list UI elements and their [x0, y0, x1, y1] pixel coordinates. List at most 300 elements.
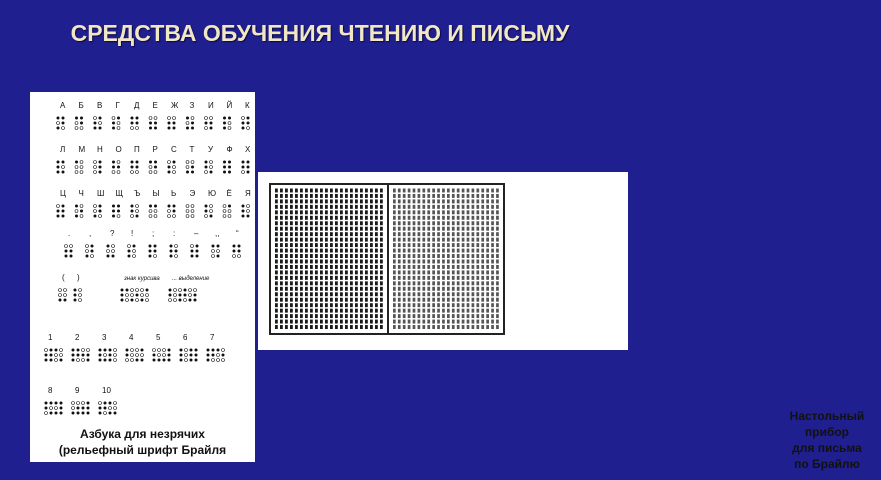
- braille-dot: [168, 354, 171, 357]
- braille-dot: [136, 210, 139, 213]
- device-cell: [380, 216, 383, 220]
- device-cell: [447, 298, 450, 302]
- device-cell: [481, 281, 484, 285]
- braille-dot: [170, 250, 173, 253]
- device-cell: [437, 254, 440, 258]
- device-cell: [472, 221, 475, 225]
- device-cell: [457, 281, 460, 285]
- braille-dot: [70, 245, 73, 248]
- device-cell: [295, 199, 298, 203]
- braille-dot: [104, 359, 107, 362]
- device-cell: [457, 243, 460, 247]
- device-cell: [472, 189, 475, 193]
- device-cell: [422, 309, 425, 313]
- device-cell: [481, 270, 484, 274]
- device-cell: [476, 216, 479, 220]
- device-cell: [310, 249, 313, 253]
- device-cell: [481, 325, 484, 329]
- device-cell: [398, 254, 401, 258]
- device-cell: [360, 260, 363, 264]
- device-cell: [408, 281, 411, 285]
- braille-dot: [131, 127, 134, 130]
- device-cell: [375, 254, 378, 258]
- braille-dot: [247, 210, 250, 213]
- braille-dot: [62, 171, 65, 174]
- device-cell: [452, 254, 455, 258]
- braille-dot: [60, 354, 63, 357]
- braille-dot: [141, 289, 144, 292]
- device-cell: [398, 221, 401, 225]
- device-cell: [380, 314, 383, 318]
- braille-dot: [112, 166, 115, 169]
- device-cell: [295, 281, 298, 285]
- device-cell: [295, 238, 298, 242]
- device-cell: [476, 249, 479, 253]
- device-cell: [452, 232, 455, 236]
- device-cell: [403, 249, 406, 253]
- device-cell: [447, 249, 450, 253]
- device-cell: [340, 210, 343, 214]
- braille-dot: [75, 127, 78, 130]
- braille-dot: [55, 349, 58, 352]
- device-cell: [491, 325, 494, 329]
- device-cell: [496, 325, 499, 329]
- device-cell: [310, 325, 313, 329]
- device-cell: [345, 320, 348, 324]
- device-cell: [335, 260, 338, 264]
- device-cell: [350, 249, 353, 253]
- braille-dot: [136, 122, 139, 125]
- braille-dot: [186, 117, 189, 120]
- device-cell: [355, 270, 358, 274]
- device-cell: [422, 254, 425, 258]
- device-cell: [457, 216, 460, 220]
- device-cell: [462, 189, 465, 193]
- alphabet-label: ): [77, 273, 80, 282]
- device-cell: [285, 254, 288, 258]
- braille-dot: [168, 210, 171, 213]
- device-cell: [335, 303, 338, 307]
- device-cell: [290, 309, 293, 313]
- device-cell: [335, 189, 338, 193]
- braille-dot: [87, 359, 90, 362]
- braille-dot: [50, 349, 53, 352]
- device-cell: [437, 276, 440, 280]
- device-cell: [330, 243, 333, 247]
- braille-dot: [210, 127, 213, 130]
- braille-dot: [75, 205, 78, 208]
- braille-dot: [87, 412, 90, 415]
- braille-device-card: [258, 172, 865, 471]
- device-cell: [305, 238, 308, 242]
- device-cell: [457, 205, 460, 209]
- device-cell: [486, 298, 489, 302]
- device-cell: [290, 232, 293, 236]
- braille-dot: [57, 161, 60, 164]
- device-cell: [330, 221, 333, 225]
- braille-dot: [173, 210, 176, 213]
- braille-dot: [112, 205, 115, 208]
- device-cell: [496, 260, 499, 264]
- device-cell: [413, 265, 416, 269]
- braille-dot: [55, 354, 58, 357]
- device-cell: [380, 270, 383, 274]
- braille-dot: [94, 205, 97, 208]
- device-cell: [496, 249, 499, 253]
- device-cell: [280, 281, 283, 285]
- device-cell: [413, 292, 416, 296]
- device-cell: [315, 303, 318, 307]
- alphabet-label: Б: [78, 101, 84, 110]
- device-cell: [442, 281, 445, 285]
- device-cell: [413, 227, 416, 231]
- device-cell: [350, 227, 353, 231]
- device-cell: [320, 232, 323, 236]
- device-cell: [310, 260, 313, 264]
- braille-dot: [210, 161, 213, 164]
- device-cell: [467, 238, 470, 242]
- device-cell: [370, 243, 373, 247]
- device-cell: [375, 189, 378, 193]
- alphabet-label: –: [194, 229, 199, 238]
- device-cell: [486, 210, 489, 214]
- device-cell: [340, 265, 343, 269]
- braille-dot: [75, 122, 78, 125]
- braille-dot: [149, 166, 152, 169]
- device-cell: [467, 232, 470, 236]
- device-cell: [355, 276, 358, 280]
- braille-dot: [222, 349, 225, 352]
- device-cell: [380, 303, 383, 307]
- device-cell: [310, 281, 313, 285]
- device-cell: [350, 221, 353, 225]
- device-cell: [300, 260, 303, 264]
- device-cell: [295, 227, 298, 231]
- device-cell: [442, 210, 445, 214]
- braille-dot: [205, 117, 208, 120]
- device-cell: [370, 276, 373, 280]
- device-cell: [476, 287, 479, 291]
- device-cell: [491, 260, 494, 264]
- device-caption: [773, 408, 881, 472]
- alphabet-label: “: [236, 229, 239, 238]
- braille-dot: [126, 299, 129, 302]
- device-cell: [408, 265, 411, 269]
- device-cell: [462, 260, 465, 264]
- braille-dot: [77, 407, 80, 410]
- device-cell: [335, 281, 338, 285]
- braille-dot: [195, 349, 198, 352]
- device-cell: [280, 210, 283, 214]
- device-cell: [427, 210, 430, 214]
- device-cell: [315, 205, 318, 209]
- braille-dot: [163, 354, 166, 357]
- device-cell: [340, 199, 343, 203]
- device-cell: [305, 194, 308, 198]
- device-cell: [481, 314, 484, 318]
- device-cell: [350, 281, 353, 285]
- device-cell: [305, 265, 308, 269]
- device-cell: [447, 238, 450, 242]
- device-cell: [315, 238, 318, 242]
- device-cell: [300, 189, 303, 193]
- braille-dot: [75, 117, 78, 120]
- device-cell: [310, 254, 313, 258]
- device-cell: [370, 189, 373, 193]
- device-cell: [422, 238, 425, 242]
- device-cell: [340, 216, 343, 220]
- device-cell: [320, 189, 323, 193]
- device-cell: [380, 309, 383, 313]
- braille-dot: [190, 349, 193, 352]
- device-cell: [467, 243, 470, 247]
- device-cell: [350, 199, 353, 203]
- device-cell: [422, 276, 425, 280]
- braille-dot: [62, 166, 65, 169]
- device-cell: [437, 205, 440, 209]
- braille-dot: [238, 255, 241, 258]
- braille-dot: [77, 402, 80, 405]
- device-cell: [486, 221, 489, 225]
- device-cell: [380, 205, 383, 209]
- device-cell: [413, 232, 416, 236]
- device-cell: [300, 254, 303, 258]
- device-cell: [285, 205, 288, 209]
- braille-dot: [99, 407, 102, 410]
- braille-dot: [79, 289, 82, 292]
- device-cell: [398, 243, 401, 247]
- device-cell: [393, 238, 396, 242]
- device-cell: [403, 287, 406, 291]
- device-cell: [457, 210, 460, 214]
- device-cell: [350, 260, 353, 264]
- device-cell: [452, 199, 455, 203]
- device-cell: [355, 194, 358, 198]
- device-cell: [305, 303, 308, 307]
- device-cell: [447, 189, 450, 193]
- device-cell: [380, 287, 383, 291]
- device-cell: [325, 276, 328, 280]
- braille-dot: [91, 245, 94, 248]
- device-cell: [290, 249, 293, 253]
- device-cell: [370, 314, 373, 318]
- device-cell: [290, 287, 293, 291]
- device-cell: [491, 243, 494, 247]
- device-cell: [345, 194, 348, 198]
- device-cell: [295, 298, 298, 302]
- device-cell: [462, 281, 465, 285]
- device-cell: [486, 276, 489, 280]
- device-cell: [315, 270, 318, 274]
- device-cell: [370, 194, 373, 198]
- device-cell: [295, 243, 298, 247]
- device-cell: [285, 270, 288, 274]
- device-cell: [452, 325, 455, 329]
- braille-dot: [55, 402, 58, 405]
- device-cell: [403, 189, 406, 193]
- device-cell: [340, 205, 343, 209]
- braille-dot: [86, 245, 89, 248]
- device-cell: [481, 216, 484, 220]
- device-cell: [310, 194, 313, 198]
- device-cell: [375, 265, 378, 269]
- braille-dot: [184, 289, 187, 292]
- device-cell: [320, 260, 323, 264]
- device-cell: [330, 260, 333, 264]
- braille-dot: [86, 250, 89, 253]
- braille-dot: [112, 250, 115, 253]
- device-cell: [422, 243, 425, 247]
- braille-dot: [168, 127, 171, 130]
- device-cell: [345, 238, 348, 242]
- device-cell: [295, 260, 298, 264]
- device-cell: [350, 298, 353, 302]
- device-cell: [462, 243, 465, 247]
- braille-dot: [82, 402, 85, 405]
- braille-dot: [186, 171, 189, 174]
- device-cell: [380, 292, 383, 296]
- device-cell: [476, 325, 479, 329]
- braille-dot: [247, 127, 250, 130]
- device-cell: [481, 238, 484, 242]
- device-cell: [442, 238, 445, 242]
- braille-dot: [190, 354, 193, 357]
- device-cell: [305, 309, 308, 313]
- device-cell: [442, 194, 445, 198]
- device-caption-line4: по Брайлю: [794, 457, 860, 471]
- device-cell: [345, 243, 348, 247]
- device-cell: [462, 276, 465, 280]
- braille-dot: [104, 402, 107, 405]
- device-cell: [437, 287, 440, 291]
- device-cell: [305, 210, 308, 214]
- device-cell: [370, 238, 373, 242]
- device-cell: [472, 265, 475, 269]
- braille-dot: [168, 359, 171, 362]
- device-cell: [418, 303, 421, 307]
- braille-dot: [112, 255, 115, 258]
- braille-dot: [62, 210, 65, 213]
- device-cell: [345, 216, 348, 220]
- device-cell: [437, 265, 440, 269]
- braille-dot: [65, 255, 68, 258]
- braille-dot: [117, 210, 120, 213]
- device-cell: [315, 243, 318, 247]
- device-cell: [432, 243, 435, 247]
- device-cell: [375, 194, 378, 198]
- device-cell: [275, 314, 278, 318]
- braille-dot: [72, 402, 75, 405]
- device-cell: [295, 287, 298, 291]
- device-cell: [335, 216, 338, 220]
- device-cell: [325, 320, 328, 324]
- braille-dot: [169, 294, 172, 297]
- device-cell: [491, 205, 494, 209]
- device-cell: [413, 303, 416, 307]
- device-cell: [442, 287, 445, 291]
- device-cell: [325, 232, 328, 236]
- device-cell: [422, 260, 425, 264]
- device-cell: [467, 314, 470, 318]
- device-cell: [403, 270, 406, 274]
- device-cell: [403, 298, 406, 302]
- braille-dot: [205, 166, 208, 169]
- device-cell: [496, 199, 499, 203]
- device-cell: [427, 199, 430, 203]
- braille-dot: [217, 250, 220, 253]
- braille-dot: [94, 215, 97, 218]
- device-cell: [290, 189, 293, 193]
- device-cell: [275, 199, 278, 203]
- device-cell: [355, 189, 358, 193]
- device-cell: [305, 276, 308, 280]
- device-cell: [295, 232, 298, 236]
- braille-dot: [189, 294, 192, 297]
- device-cell: [452, 260, 455, 264]
- device-cell: [472, 320, 475, 324]
- device-cell: [355, 221, 358, 225]
- device-cell: [315, 227, 318, 231]
- device-cell: [285, 210, 288, 214]
- device-cell: [300, 199, 303, 203]
- device-cell: [432, 260, 435, 264]
- alphabet-caption-line2: (рельефный шрифт Брайля: [58, 443, 227, 457]
- device-cell: [403, 221, 406, 225]
- braille-dot: [77, 349, 80, 352]
- device-cell: [355, 199, 358, 203]
- braille-dot: [149, 250, 152, 253]
- device-cell: [447, 303, 450, 307]
- device-cell: [335, 265, 338, 269]
- device-cell: [403, 260, 406, 264]
- braille-dot: [207, 349, 210, 352]
- device-cell: [355, 216, 358, 220]
- braille-dot: [136, 215, 139, 218]
- alphabet-label: Ю: [208, 189, 217, 198]
- device-cell: [457, 303, 460, 307]
- device-cell: [295, 205, 298, 209]
- device-cell: [437, 199, 440, 203]
- braille-dot: [75, 166, 78, 169]
- device-cell: [496, 276, 499, 280]
- device-cell: [365, 320, 368, 324]
- device-cell: [408, 249, 411, 253]
- device-cell: [457, 189, 460, 193]
- device-cell: [340, 298, 343, 302]
- device-cell: [467, 210, 470, 214]
- device-cell: [442, 249, 445, 253]
- alphabet-label: Ф: [226, 145, 233, 154]
- device-cell: [370, 216, 373, 220]
- device-cell: [320, 281, 323, 285]
- braille-dot: [136, 294, 139, 297]
- device-cell: [360, 303, 363, 307]
- device-cell: [295, 292, 298, 296]
- device-cell: [447, 210, 450, 214]
- braille-dot: [194, 299, 197, 302]
- device-cell: [437, 309, 440, 313]
- braille-dot: [205, 210, 208, 213]
- device-cell: [325, 227, 328, 231]
- device-cell: [447, 205, 450, 209]
- device-cell: [280, 199, 283, 203]
- braille-dot: [133, 250, 136, 253]
- braille-dot: [117, 215, 120, 218]
- device-cell: [285, 238, 288, 242]
- device-cell: [393, 287, 396, 291]
- device-cell: [300, 205, 303, 209]
- device-cell: [481, 303, 484, 307]
